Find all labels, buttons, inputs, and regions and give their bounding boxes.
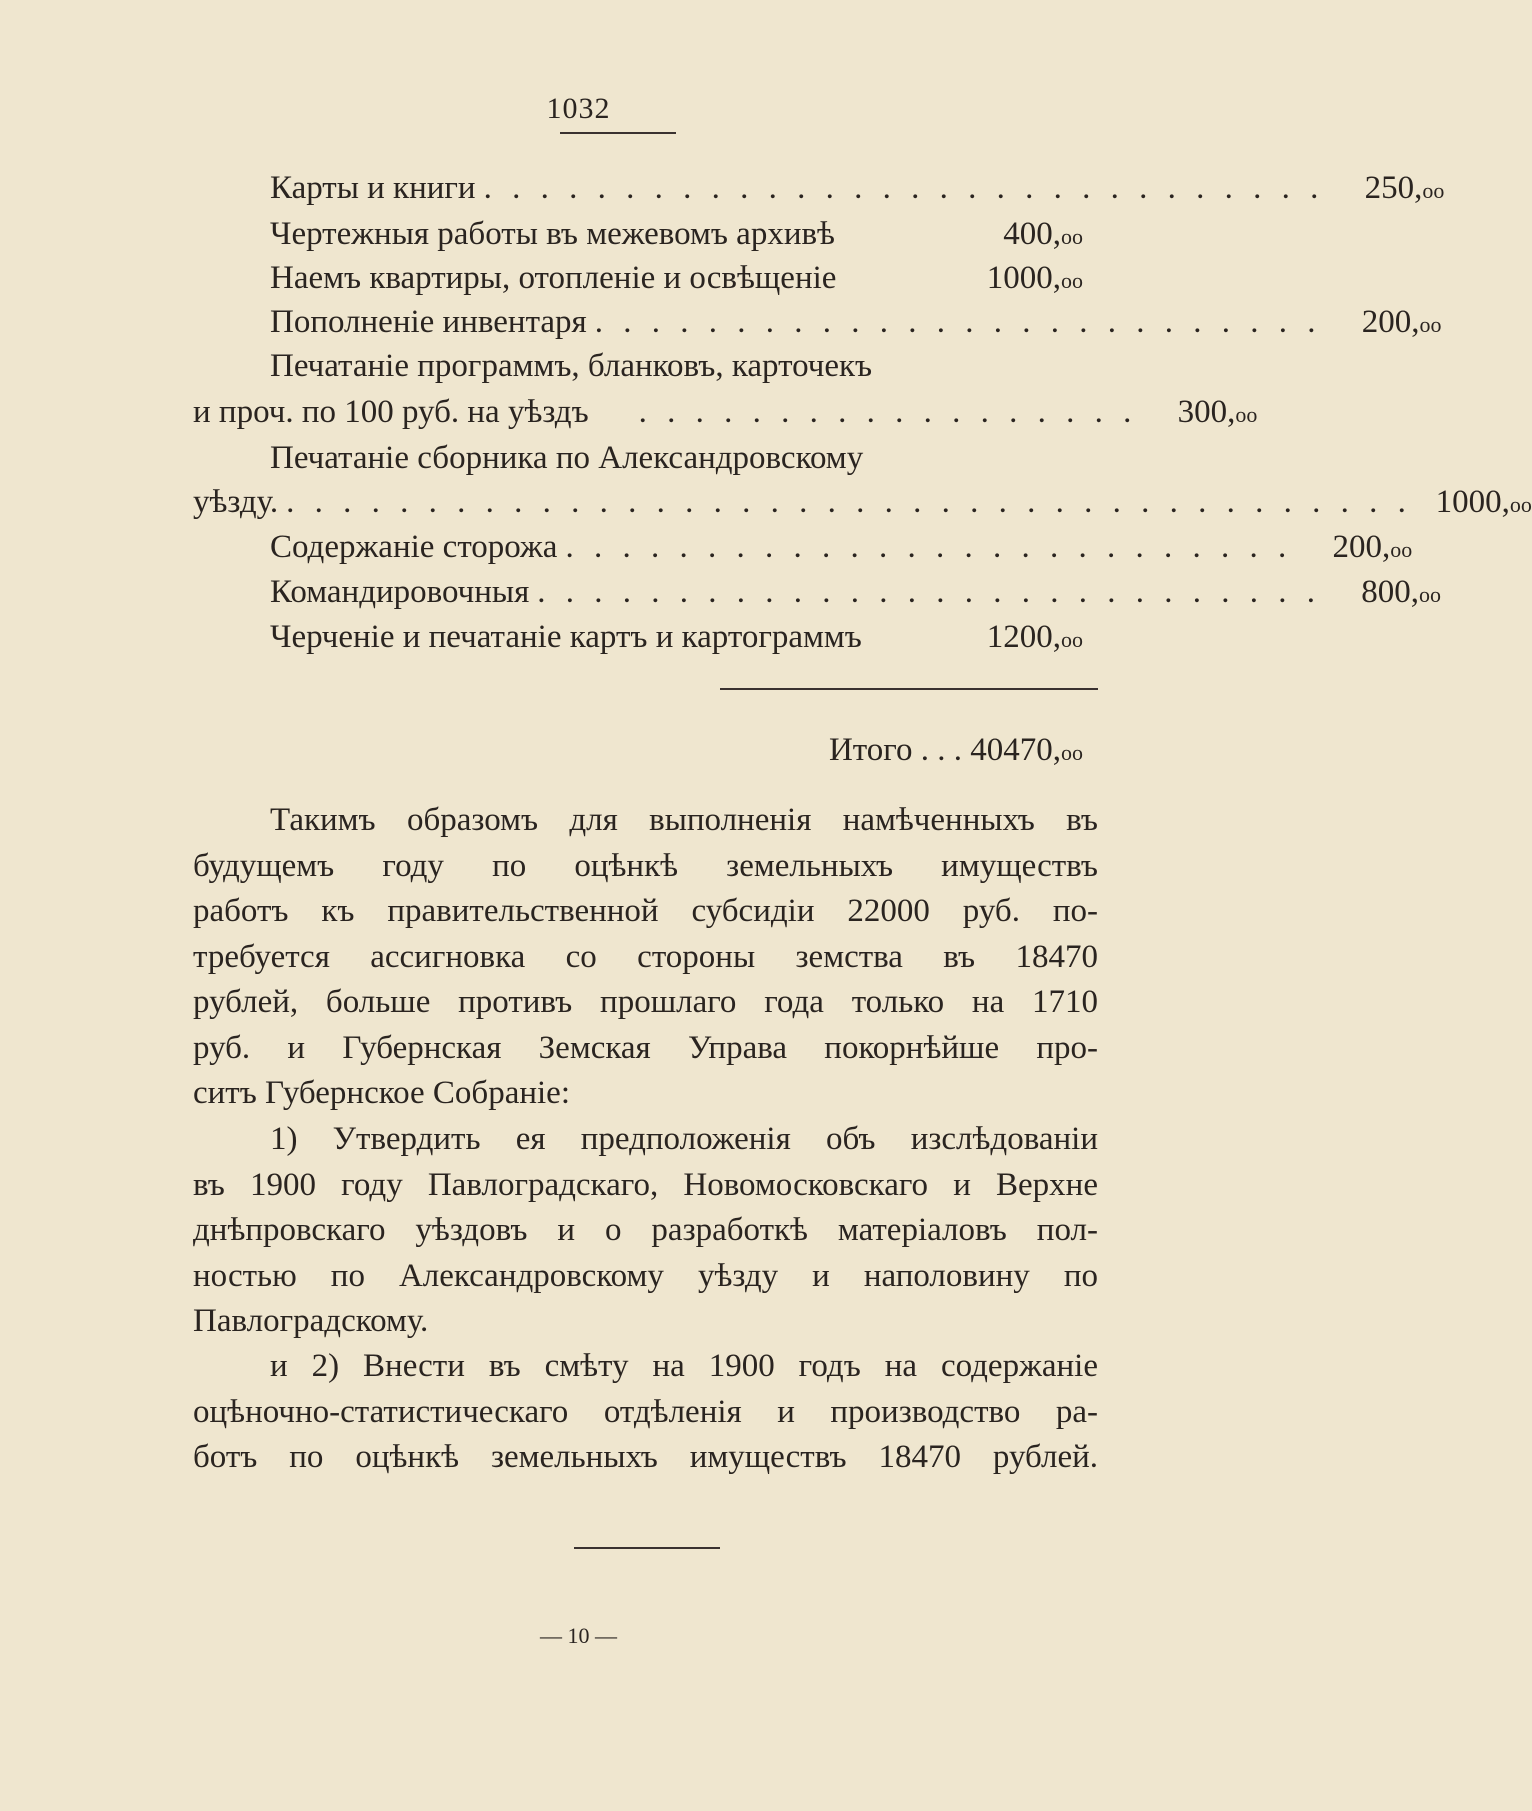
end-rule [574, 1547, 720, 1549]
leader-dots: . . . . . . . . . . . . . . . . . . [638, 394, 1138, 430]
expense-label: Командировочныя [270, 574, 530, 610]
sum-rule [720, 688, 1098, 690]
text-line: Такимъ образомъ для выполненія намѣченныхъ въ [270, 802, 1098, 838]
text-line: въ 1900 году Павлоградскаго, Новомосковскаго и Верхне [193, 1166, 1098, 1203]
header-rule [560, 132, 676, 134]
expense-label: Наемъ квартиры, отопленіе и освѣщеніе [270, 260, 837, 296]
expense-line [193, 256, 1083, 300]
expense-label: Чертежныя работы въ межевомъ архивѣ [270, 216, 835, 252]
text-line: и 2) Внести въ смѣту на 1900 годъ на содержаніе [270, 1348, 1098, 1384]
expense-amount: 200,oo [1361, 304, 1442, 340]
leader-dots: . . . . . . . . . . . . . . . . . . . . . . . . . . . . [537, 574, 1322, 610]
text-line: Павлоградскому. [193, 1303, 429, 1339]
expense-line [193, 480, 1532, 524]
text-line: руб. и Губернская Земская Управа покорнѣйше про- [193, 1029, 1098, 1066]
expense-amount: 250,oo [1364, 170, 1445, 206]
expense-label-line1: Печатаніе сборника по Александровскому [270, 440, 864, 476]
expense-line [193, 615, 1083, 659]
expense-label-line2: уѣзду. [193, 484, 279, 520]
total-amount: 40470,oo [970, 732, 1083, 768]
expense-amount: 1200,oo [986, 619, 1083, 655]
expense-amount: 200,oo [1332, 529, 1413, 565]
leader-dots: . . . . . . . . . . . . . . . . . . . . . . . . . . [594, 304, 1322, 340]
text-line: оцѣночно-статистическаго отдѣленія и производство ра- [193, 1393, 1098, 1430]
expense-line [193, 212, 1083, 256]
expense-amount: 800,oo [1361, 574, 1442, 610]
expense-line [193, 300, 1442, 344]
paragraph-resolution-2 [193, 1344, 1098, 1481]
expense-amount: 1000,oo [986, 260, 1083, 296]
text-line: ботъ по оцѣнкѣ земельныхъ имуществъ 18470 рублей. [193, 1439, 1098, 1475]
paragraph-resolution-1 [193, 1117, 1098, 1345]
text-line: работъ къ правительственной субсидіи 22000 руб. по- [193, 893, 1098, 929]
page-number: 1032 [546, 92, 611, 125]
expense-label: Пополненіе инвентаря [270, 304, 587, 340]
leader-dots: . . . . . . . . . . . . . . . . . . . . . . . . . . [565, 529, 1293, 565]
expense-amount: 1000,oo [1435, 484, 1532, 520]
text-line: будущемъ году по оцѣнкѣ земельныхъ имуществъ [193, 847, 1098, 884]
expense-line [193, 166, 1445, 210]
text-line: 1) Утвердить ея предположенія объ изслѣдованіи [270, 1121, 1098, 1157]
footer-signature: — 10 — [540, 1623, 617, 1648]
paragraph-conclusion [193, 798, 1098, 1117]
text-line: рублей, больше противъ прошлаго года только на 1710 [193, 984, 1098, 1020]
expense-line [193, 570, 1442, 614]
expense-amount: 300,oo [1177, 394, 1258, 430]
leader-dots: . . . . . . . . . . . . . . . . . . . . . . . . . . . . . . [483, 170, 1325, 206]
text-line: ситъ Губернское Собраніе: [193, 1075, 570, 1111]
expense-amount: 400,oo [1003, 216, 1083, 252]
text-line: требуется ассигновка со стороны земства въ 18470 [193, 938, 1098, 975]
total-label: Итого . . . [828, 732, 962, 768]
leader-dots: . . . . . . . . . . . . . . . . . . . . . . . . . . . . . . . . . . . . . . . . [286, 484, 1412, 520]
expense-label-line2: и проч. по 100 руб. на уѣздъ [193, 394, 589, 430]
expense-line [193, 525, 1413, 569]
text-line: днѣпровскаго уѣздовъ и о разработкѣ матеріаловъ пол- [193, 1212, 1098, 1248]
expense-label: Черченіе и печатаніе картъ и картограммъ [270, 619, 862, 655]
expense-label-line1: Печатаніе программъ, бланковъ, карточекъ [270, 348, 873, 384]
expense-line [193, 390, 1258, 434]
expense-label: Карты и книги [270, 170, 476, 206]
expense-label: Содержаніе сторожа [270, 529, 558, 565]
total-line [620, 728, 1083, 772]
text-line: ностью по Александровскому уѣзду и наполовину по [193, 1257, 1098, 1294]
